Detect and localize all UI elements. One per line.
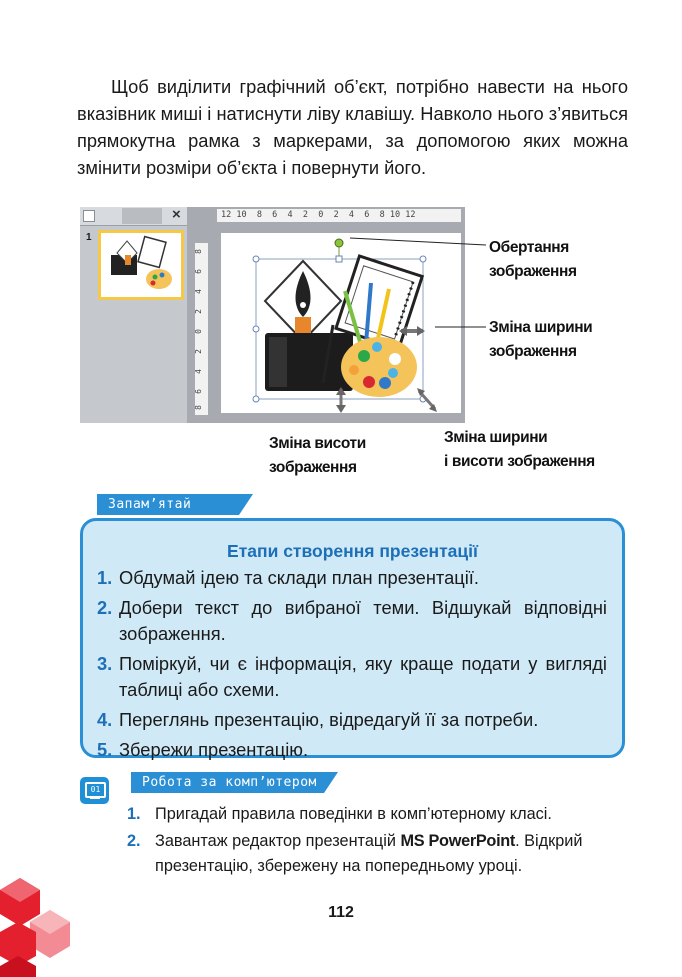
task-number: 1.: [127, 805, 141, 823]
ruler-label: 8: [193, 249, 203, 254]
task-text-after: . Відкрий презентацію, збережену на попередньому уроці.: [155, 832, 583, 875]
callout-rotate: [489, 236, 577, 284]
step-item: [97, 737, 607, 763]
ruler-label: 4: [193, 289, 203, 294]
remember-title: Етапи створення презентації: [227, 541, 478, 561]
step-item: [97, 707, 607, 733]
ruler-label: 6: [193, 389, 203, 394]
slide-thumbnail-number: 1: [86, 232, 92, 243]
computer-tab-label: Робота за комп’ютером: [131, 772, 324, 793]
callout-both-line1: Зміна ширини: [444, 429, 548, 446]
callout-rotate-line2: зображення: [489, 263, 577, 280]
step-number: 4.: [97, 709, 113, 730]
tasks-list: [127, 802, 627, 881]
app-name: MS PowerPoint: [400, 832, 516, 850]
rotate-leader: [350, 238, 486, 245]
step-item: [97, 565, 607, 591]
ruler-label: 4: [193, 369, 203, 374]
step-text: Поміркуй, чи є інформація, яку краще подати у вигляді таблиці або схеми.: [119, 653, 607, 700]
callout-both: [444, 426, 595, 474]
publisher-logo-icon: [0, 870, 80, 977]
step-number: 2.: [97, 597, 113, 618]
ruler-label: 2: [193, 349, 203, 354]
step-item: [97, 651, 607, 703]
steps-list: [97, 565, 607, 767]
computer-icon-screen: 01: [85, 782, 106, 798]
callout-both-line2: і висоти зображення: [444, 453, 595, 470]
page-number: 112: [328, 904, 354, 921]
remember-tab-label: Запам’ятай: [97, 494, 239, 515]
step-number: 1.: [97, 567, 113, 588]
callout-width: [489, 316, 592, 364]
ruler-label: 2: [193, 309, 203, 314]
step-text: Збережи презентацію.: [119, 739, 309, 760]
step-number: 3.: [97, 653, 113, 674]
task-text-before: Завантаж редактор презентацій: [155, 832, 401, 850]
callout-height-line2: зображення: [269, 459, 357, 476]
task-item: [127, 829, 627, 879]
callout-width-line2: зображення: [489, 343, 577, 360]
intro-text: Щоб виділити графічний об’єкт, потрібно навести на нього вказівник миші і натиснути ліву клавішу. Навколо нього з’явиться прямокутна рамка з маркерами, за допомогою яких можна змінити розміри об’єкта і повернути його.: [77, 76, 628, 178]
horizontal-ruler: 12 10 8 6 4 2 0 2 4 6 8 10 12: [217, 209, 461, 222]
step-text: Переглянь презентацію, відредагуй її за потреби.: [119, 709, 539, 730]
ruler-label: 8: [193, 405, 203, 410]
task-number: 2.: [127, 832, 141, 850]
step-text: Обдумай ідею та склади план презентації.: [119, 567, 479, 588]
step-text: Добери текст до вибраної теми. Відшукай відповідні зображення.: [119, 597, 607, 644]
task-text: Пригадай правила поведінки в комп’ютерному класі.: [155, 805, 552, 823]
task-item: [127, 802, 627, 827]
callout-height: [269, 432, 366, 480]
callout-rotate-line1: Обертання: [489, 239, 569, 256]
step-number: 5.: [97, 739, 113, 760]
close-icon[interactable]: ×: [172, 207, 181, 223]
callout-height-line1: Зміна висоти: [269, 435, 366, 452]
remember-box: [80, 518, 625, 758]
callout-leaders: [0, 0, 682, 460]
callout-width-line1: Зміна ширини: [489, 319, 593, 336]
ruler-label: 6: [193, 269, 203, 274]
ruler-label: 0: [193, 329, 203, 334]
step-item: [97, 595, 607, 647]
computer-icon: [80, 777, 109, 804]
